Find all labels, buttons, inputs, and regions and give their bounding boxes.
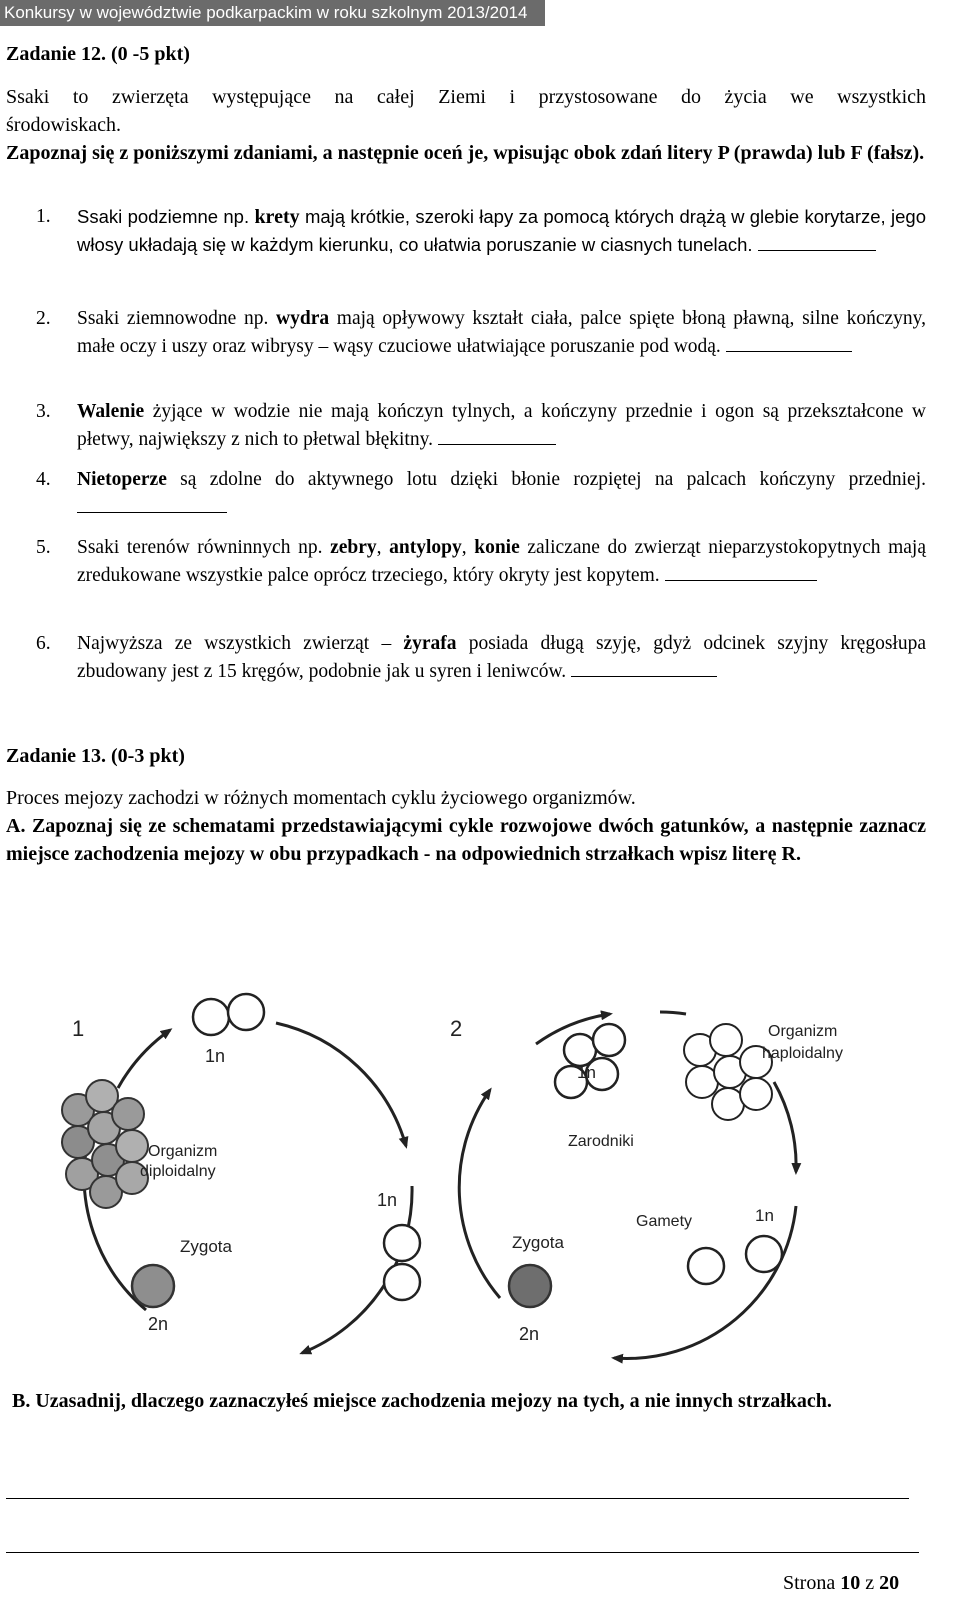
label-organism-1: Organizm	[148, 1143, 218, 1160]
statement-number: 5.	[36, 537, 51, 558]
arrow-top[interactable]	[660, 1012, 686, 1014]
diploid-organism	[62, 1080, 148, 1208]
statement-number: 3.	[36, 401, 51, 422]
statement-2: 2. Ssaki ziemnowodne np. wydra mają opływowy kształt ciała, palce spięte błoną pławną, silne kończyny, małe oczy i uszy oraz wibrysy – wąsy czuciowe ułatwiające poruszanie pod wodą.	[6, 305, 926, 361]
page-footer: Strona 10 z 20	[783, 1572, 900, 1594]
task13-partA: A. Zapoznaj się ze schematami przedstawiającymi cykle rozwojowe dwóch gatunków, a następnie zaznacz miejsce zachodzenia mejozy w obu przypadkach - na odpowiednich strzałkach wpisz literę R.	[6, 815, 926, 865]
answer-blank[interactable]	[665, 564, 817, 581]
statement-number: 4.	[36, 469, 51, 490]
document-header: Konkursy w województwie podkarpackim w roku szkolnym 2013/2014	[0, 0, 545, 26]
task13-partB: B. Uzasadnij, dlaczego zaznaczyłeś miejsce zachodzenia mejozy na tych, a nie innych strzałkach.	[12, 1390, 832, 1412]
label-1n-top: 1n	[205, 1046, 226, 1066]
cycle-2-number: 2	[450, 1016, 463, 1041]
arrow-right[interactable]	[774, 1082, 796, 1172]
task12-instruction: Zapoznaj się z poniższymi zdaniami, a następnie oceń je, wpisując obok zdań litery P (prawda) lub F (fałsz).	[6, 142, 925, 164]
task12-intro-continuation: środowiskach.	[6, 114, 121, 136]
label-zygote: Zygota	[180, 1237, 232, 1256]
life-cycle-diagrams	[40, 990, 940, 1370]
statement-1: 1. Ssaki podziemne np. krety mają krótkie, szeroki łapy za pomocą których drążą w glebie korytarze, jego włosy układają się w każdym kierunku, co ułatwia poruszanie w ciasnych tunelach.	[6, 203, 926, 259]
cycle-1-number: 1	[72, 1016, 85, 1041]
gamete-cell	[384, 1264, 420, 1300]
task12-title: Zadanie 12. (0 -5 pkt)	[6, 43, 190, 65]
arrow-top-right[interactable]	[276, 1023, 406, 1146]
statement-4: 4. Nietoperze są zdolne do aktywnego lotu dzięki błonie rozpiętej na palcach kończyny przedniej.	[6, 466, 926, 522]
spore-cell	[593, 1024, 625, 1056]
zygote-cell	[509, 1265, 551, 1307]
gamete-cell	[384, 1225, 420, 1261]
zygote-cell	[132, 1265, 174, 1307]
statement-number: 1.	[36, 206, 51, 227]
page-number: 10	[840, 1572, 861, 1594]
statement-3: 3. Walenie żyjące w wodzie nie mają kończyn tylnych, a kończyny przednie i ogon są przekształcone w płetwy, największy z nich to płetwal błękitny.	[6, 398, 926, 454]
label-organism-2: diploidalny	[140, 1163, 216, 1180]
label-spores: Zarodniki	[568, 1133, 634, 1150]
label-1n-top: 1n	[577, 1063, 596, 1082]
label-2n: 2n	[519, 1324, 540, 1344]
answer-line-2[interactable]	[6, 1552, 919, 1553]
gamete-cell	[193, 999, 229, 1035]
label-gametes: Gamety	[636, 1213, 693, 1230]
statement-number: 2.	[36, 308, 51, 329]
cycle-2	[450, 1012, 843, 1358]
answer-line-1[interactable]	[6, 1498, 909, 1499]
task12-intro: Ssaki to zwierzęta występujące na całej Ziemi i przystosowane do życia we wszystkich	[6, 86, 926, 108]
gamete-cell	[688, 1248, 724, 1284]
label-1n-right: 1n	[755, 1206, 774, 1225]
task13-title: Zadanie 13. (0-3 pkt)	[6, 745, 185, 767]
gamete-cell	[228, 994, 264, 1030]
task13-intro: Proces mejozy zachodzi w różnych momentach cyklu życiowego organizmów.	[6, 787, 636, 809]
answer-blank[interactable]	[438, 428, 556, 445]
answer-blank[interactable]	[726, 335, 852, 352]
label-2n: 2n	[148, 1314, 169, 1334]
answer-blank[interactable]	[758, 234, 876, 251]
label-organism-1: Organizm	[768, 1023, 838, 1040]
cycle-1	[62, 994, 420, 1353]
gamete-cell	[746, 1236, 782, 1272]
statement-5: 5. Ssaki terenów równinnych np. zebry, antylopy, konie zaliczane do zwierząt nieparzystokopytnych mają zredukowane wszystkie palce oprócz trzeciego, który okryty jest kopytem.	[6, 534, 926, 590]
arrow-left[interactable]	[459, 1090, 500, 1298]
label-1n-right: 1n	[377, 1190, 398, 1210]
statement-number: 6.	[36, 633, 51, 654]
arrow-top-left[interactable]	[118, 1030, 170, 1088]
label-organism-2: haploidalny	[762, 1045, 843, 1062]
label-zygote: Zygota	[512, 1233, 564, 1252]
total-pages: 20	[879, 1572, 900, 1594]
statement-6: 6. Najwyższa ze wszystkich zwierząt – żyrafa posiada długą szyję, gdyż odcinek szyjny kręgosłupa zbudowany jest z 15 kręgów, podobnie jak u syren i leniwców.	[6, 630, 926, 686]
answer-blank[interactable]	[77, 496, 227, 513]
answer-blank[interactable]	[571, 660, 717, 677]
haploid-organism	[684, 1024, 772, 1120]
